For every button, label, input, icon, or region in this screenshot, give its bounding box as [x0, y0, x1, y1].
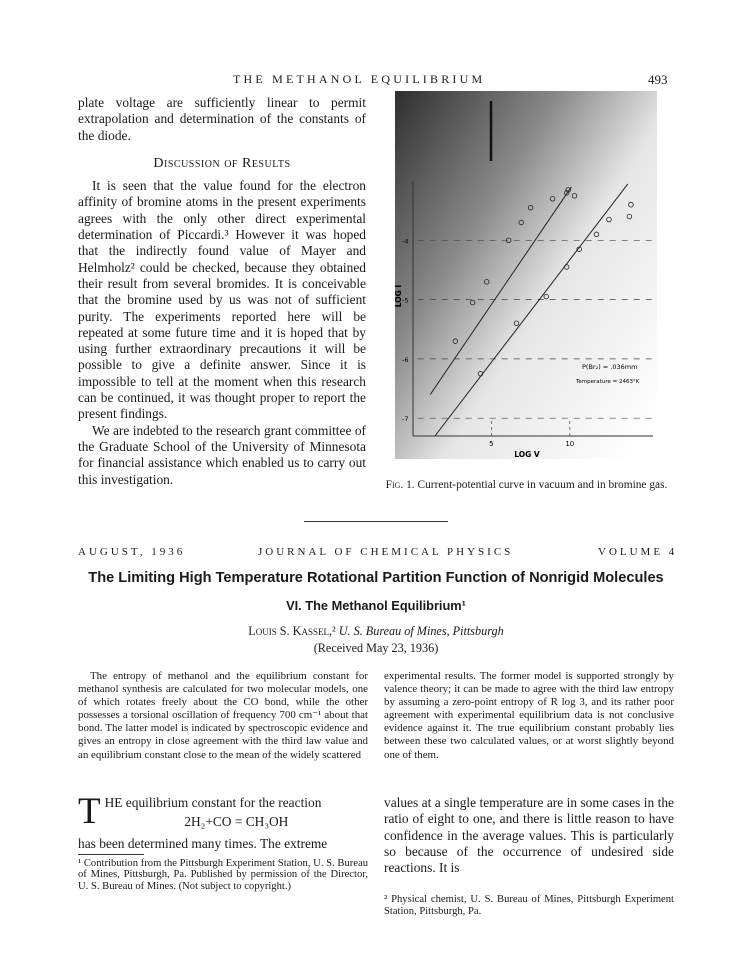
- figure-caption: [383, 479, 670, 492]
- body-right-column: [384, 795, 674, 918]
- abstract-right: experimental results. The former model is supported strongly by valence theory; it can be made to agree with the third law entropy by assuming a zero-point entropy of R log 3, and its rather poor agreement with experimental equilibrium data is not conclusive evidence against it. The true equilibrium constant probably lies between these two calculated values, or at worst slightly beyond one of them.: [384, 670, 674, 761]
- paragraph-acknowledgement: We are indebted to the research grant committee of the Graduate School of the University of Minnesota for financial assistance which enabled us to carry out this investigation.: [78, 422, 366, 487]
- journal-volume: VOLUME 4: [598, 546, 678, 558]
- article-subtitle: VI. The Methanol Equilibrium¹: [286, 598, 466, 613]
- y-tick-label: -6: [402, 355, 409, 364]
- running-head-title: THE METHANOL EQUILIBRIUM: [233, 72, 486, 86]
- y-tick-label: -7: [402, 415, 409, 424]
- author-affiliation: U. S. Bureau of Mines, Pittsburgh: [338, 624, 504, 638]
- caption-label: Fig. 1.: [385, 479, 415, 491]
- received-date: (Received May 23, 1936): [313, 641, 439, 655]
- figure-background: [395, 91, 657, 459]
- figure-1: [395, 91, 657, 459]
- author-name: Louis S. Kassel,²: [248, 624, 336, 638]
- paragraph-results: It is seen that the value found for the electron affinity of bromine atoms in the present experiments agrees with the only other direct experimental determination of Piccardi.³ However it was hoped that the indirectly found value of Mayer and Helmholz² could be checked, because they obtained their result from several bromides. It is conceivable that the bromine used by us was not of sufficient purity. The experiments reported here will be repeated at some future time and it is hoped that by using further extraordinary precautions it will be possible to give a definite answer. Since it is impossible to tell at the moment when this research can be continued, it was thought proper to report the present findings.: [78, 178, 366, 422]
- caption-text: Current-potential curve in vacuum and in bromine gas.: [417, 479, 668, 491]
- journal-name: JOURNAL OF CHEMICAL PHYSICS: [258, 546, 514, 558]
- footnote-1: ¹ Contribution from the Pittsburgh Experiment Station, U. S. Bureau of Mines, Pittsburgh, Pa. Published by permission of the Director, U. S. Bureau of Mines. (Not subject to copyright.): [78, 857, 368, 893]
- article-divider: [304, 521, 448, 522]
- journal-date: AUGUST, 1936: [78, 546, 186, 558]
- paragraph-diode: plate voltage are sufficiently linear to permit extrapolation and determination of the constants of the diode.: [78, 95, 366, 143]
- pressure-annotation: P(Br₂) = .036mm: [582, 363, 638, 371]
- drop-cap: T: [78, 791, 101, 832]
- current-potential-chart: [395, 91, 657, 459]
- x-tick-label: 10: [565, 440, 575, 448]
- section-heading: Discussion of Results: [153, 155, 291, 171]
- page-number: 493: [648, 72, 668, 87]
- body-continuation: has been determined many times. The extreme: [78, 835, 328, 851]
- author-line: [0, 624, 752, 639]
- footnote-rule: [78, 854, 144, 855]
- y-axis-label: LOG I: [394, 284, 403, 308]
- x-tick-label: 5: [489, 440, 494, 448]
- y-tick-label: -5: [402, 296, 409, 305]
- footnote-2: ² Physical chemist, U. S. Bureau of Mines, Pittsburgh Experiment Station, Pittsburgh, Pa.: [384, 894, 674, 918]
- temperature-annotation: Temperature = 2463°K: [576, 379, 640, 385]
- reaction-equation: 2H₂+CO = CH₃OH: [184, 814, 289, 830]
- body-opening-line: HE equilibrium constant for the reaction: [104, 795, 322, 810]
- body-left-column: [78, 791, 368, 893]
- body-right-text: values at a single temperature are in some cases in the ratio of eight to one, and there is little reason to have confidence in the average values. This is particularly so because of the occurrence of undesired side reactions. It is: [384, 795, 674, 876]
- abstract-left: The entropy of methanol and the equilibrium constant for methanol synthesis are calculated for two molecular models, one of which rotates freely about the CO bond, while the other possesses a torsional oscillation of frequency 700 cm⁻¹ about that bond. The latter model is indicated by spectroscopic evidence and gives an entropy in close agreement with the third law value and an equilibrium constant close to the mean of the widely scattered: [78, 670, 368, 761]
- article-title: The Limiting High Temperature Rotational Partition Function of Nonrigid Molecules: [88, 570, 664, 586]
- x-axis-label: LOG V: [514, 450, 540, 459]
- y-tick-label: -4: [402, 237, 409, 246]
- left-column: [78, 95, 366, 488]
